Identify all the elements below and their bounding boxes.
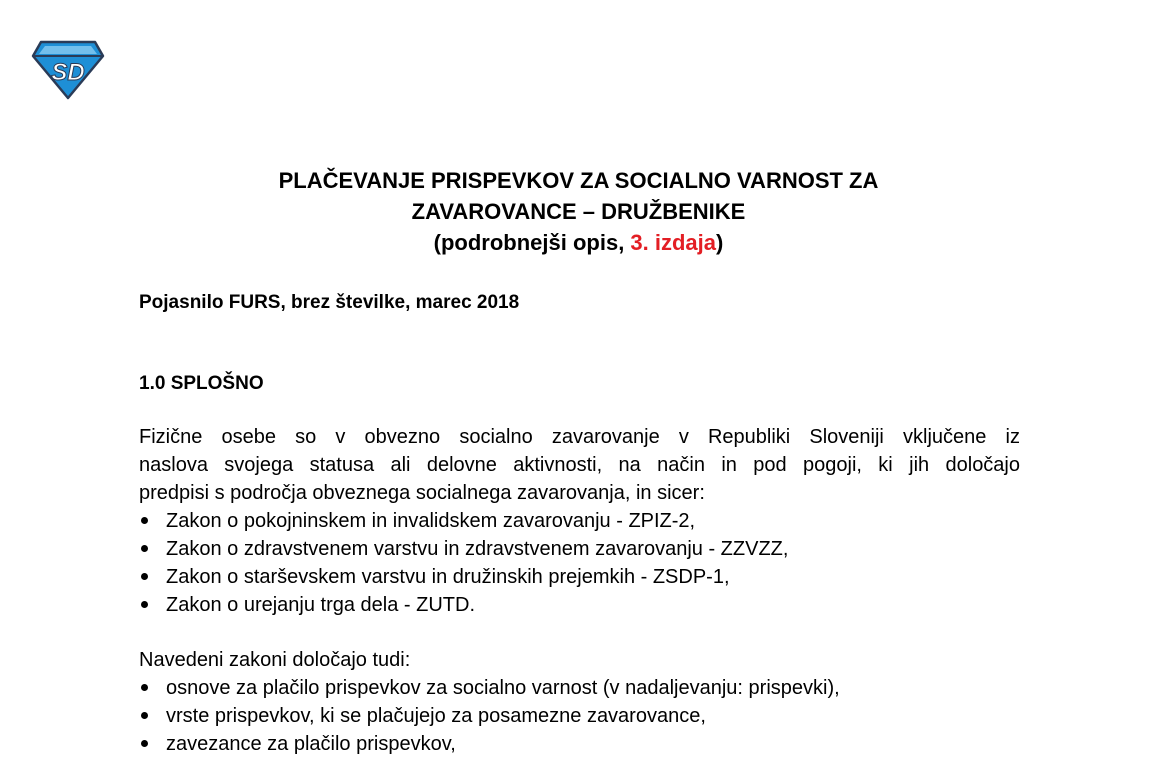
bullet-icon — [141, 684, 148, 691]
list-item-text: osnove za plačilo prispevkov za socialno varnost (v nadaljevanju: prispevki), — [166, 677, 840, 699]
determines-intro: Navedeni zakoni določajo tudi: — [139, 649, 411, 671]
title-line-2: ZAVAROVANCE – DRUŽBENIKE — [411, 199, 746, 224]
section-heading: 1.0 SPLOŠNO — [139, 373, 264, 394]
list-item — [139, 730, 1020, 758]
title-line-3 — [0, 227, 1157, 258]
list-item-text: Zakon o starševskem varstvu in družinskih prejemkih - ZSDP-1, — [166, 566, 730, 588]
title-edition-prefix: (podrobnejši opis, — [433, 230, 631, 255]
title-edition-suffix: ) — [716, 230, 724, 255]
list-item — [139, 702, 1020, 730]
bullet-icon — [141, 573, 148, 580]
diamond-logo-icon — [31, 40, 105, 100]
bullet-icon — [141, 712, 148, 719]
title-edition-number: 3. izdaja — [630, 230, 717, 255]
intro-line-2: naslova svojega statusa ali delovne aktivnosti, na način in pod pogoji, ki jih določajo — [139, 454, 1020, 476]
logo-text: SD — [51, 59, 85, 86]
source-note: Pojasnilo FURS, brez številke, marec 2018 — [139, 292, 520, 313]
list-item — [139, 563, 1020, 591]
sd-logo — [31, 40, 105, 100]
determines-list — [139, 674, 1020, 758]
list-item — [139, 591, 1020, 619]
determines-block — [139, 646, 1020, 758]
list-item-text: Zakon o pokojninskem in invalidskem zavarovanju - ZPIZ-2, — [166, 510, 696, 532]
bullet-icon — [141, 740, 148, 747]
laws-list — [139, 507, 1020, 619]
list-item-text: vrste prispevkov, ki se plačujejo za posamezne zavarovance, — [166, 705, 706, 727]
list-item-text: Zakon o urejanju trga dela - ZUTD. — [166, 594, 476, 616]
intro-line-3: predpisi s področja obveznega socialnega zavarovanja, in sicer: — [139, 482, 705, 504]
list-item — [139, 535, 1020, 563]
list-item-text: zavezance za plačilo prispevkov, — [166, 733, 456, 755]
bullet-icon — [141, 545, 148, 552]
document-title — [0, 165, 1157, 258]
bullet-icon — [141, 601, 148, 608]
list-item — [139, 507, 1020, 535]
list-item-text: Zakon o zdravstvenem varstvu in zdravstvenem zavarovanju - ZZVZZ, — [166, 538, 789, 560]
bullet-icon — [141, 517, 148, 524]
list-item — [139, 674, 1020, 702]
intro-line-1: Fizične osebe so v obvezno socialno zavarovanje v Republiki Sloveniji vključene iz — [139, 426, 1020, 448]
intro-block — [139, 423, 1020, 619]
title-line-1: PLAČEVANJE PRISPEVKOV ZA SOCIALNO VARNOST ZA — [278, 168, 879, 193]
